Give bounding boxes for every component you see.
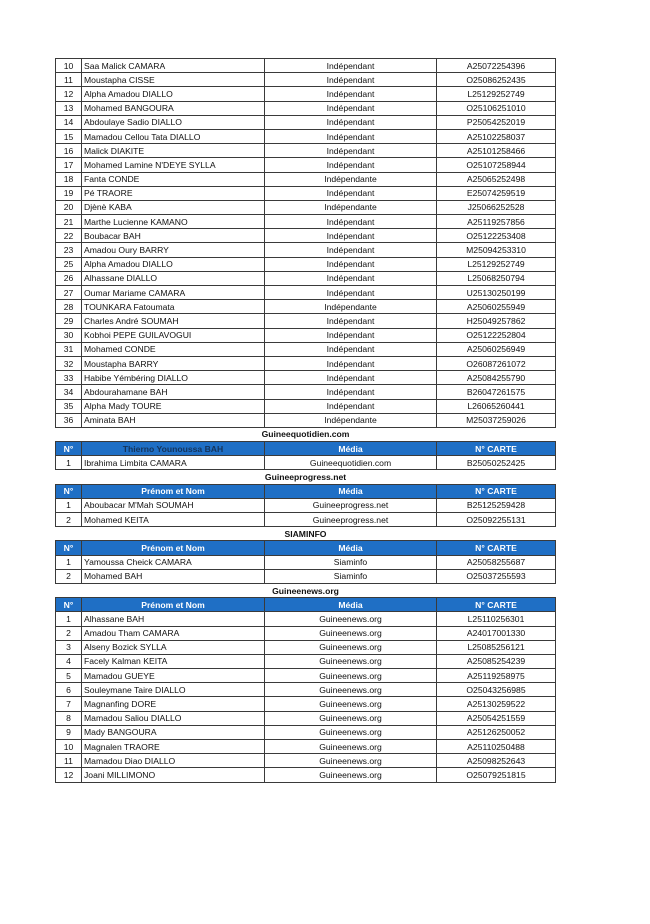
full-name: Ibrahima Limbita CAMARA (82, 456, 265, 470)
full-name: Amadou Tham CAMARA (82, 626, 265, 640)
card-number: O25122253408 (437, 229, 556, 243)
card-number: M25037259026 (437, 413, 556, 427)
media-name: Guineenews.org (265, 612, 437, 626)
media-name: Indépendant (265, 286, 437, 300)
table-row (56, 300, 556, 314)
row-number: 28 (56, 300, 82, 314)
table-row (56, 342, 556, 356)
table-row (56, 87, 556, 101)
row-number: 6 (56, 683, 82, 697)
card-number: L25129252749 (437, 87, 556, 101)
full-name: Abdoulaye Sadio DIALLO (82, 115, 265, 129)
media-name: Guineequotidien.com (265, 456, 437, 470)
media-name: Indépendant (265, 129, 437, 143)
row-number: 10 (56, 59, 82, 73)
table-row (56, 626, 556, 640)
table-row (56, 186, 556, 200)
card-number: B25050252425 (437, 456, 556, 470)
card-number: U25130250199 (437, 286, 556, 300)
row-number: 12 (56, 768, 82, 782)
table-row (56, 555, 556, 569)
section-title-row (56, 527, 556, 541)
media-name: Indépendant (265, 371, 437, 385)
full-name: Mohamed CONDE (82, 342, 265, 356)
media-name: Indépendant (265, 59, 437, 73)
full-name: Mohamed BAH (82, 569, 265, 583)
card-number: A25098252643 (437, 754, 556, 768)
row-number: 23 (56, 243, 82, 257)
header-number: N° (56, 484, 82, 498)
row-number: 2 (56, 626, 82, 640)
table-row (56, 115, 556, 129)
full-name: Aminata BAH (82, 413, 265, 427)
card-number: A24017001330 (437, 626, 556, 640)
table-row (56, 101, 556, 115)
table-row (56, 158, 556, 172)
media-name: Indépendante (265, 413, 437, 427)
media-name: Indépendant (265, 215, 437, 229)
full-name: Moustapha BARRY (82, 356, 265, 370)
media-name: Indépendant (265, 144, 437, 158)
card-number: O25086252435 (437, 73, 556, 87)
card-number: P25054252019 (437, 115, 556, 129)
table-row (56, 413, 556, 427)
card-number: O26087261072 (437, 356, 556, 370)
row-number: 11 (56, 754, 82, 768)
row-number: 11 (56, 73, 82, 87)
accreditation-table (55, 58, 556, 783)
table-row (56, 229, 556, 243)
row-number: 13 (56, 101, 82, 115)
table-row (56, 271, 556, 285)
table-row (56, 683, 556, 697)
media-name: Guineenews.org (265, 725, 437, 739)
full-name: Saa Malick CAMARA (82, 59, 265, 73)
row-number: 1 (56, 456, 82, 470)
card-number: L26065260441 (437, 399, 556, 413)
row-number: 30 (56, 328, 82, 342)
full-name: Oumar Mariame CAMARA (82, 286, 265, 300)
media-name: Guineenews.org (265, 669, 437, 683)
header-number: N° (56, 598, 82, 612)
row-number: 15 (56, 129, 82, 143)
card-number: O25037255593 (437, 569, 556, 583)
media-name: Indépendant (265, 342, 437, 356)
card-number: M25094253310 (437, 243, 556, 257)
full-name: Magnanfing DORE (82, 697, 265, 711)
table-row (56, 711, 556, 725)
media-name: Guineenews.org (265, 697, 437, 711)
card-number: L25110256301 (437, 612, 556, 626)
table-row (56, 669, 556, 683)
card-number: A25060255949 (437, 300, 556, 314)
table-row (56, 697, 556, 711)
section-title-row (56, 583, 556, 597)
full-name: Yamoussa Cheick CAMARA (82, 555, 265, 569)
media-name: Guineenews.org (265, 654, 437, 668)
header-media: Média (265, 541, 437, 555)
media-name: Indépendant (265, 73, 437, 87)
media-name: Indépendant (265, 115, 437, 129)
full-name: Alpha Mady TOURE (82, 399, 265, 413)
table-row (56, 456, 556, 470)
header-card: N° CARTE (437, 442, 556, 456)
full-name: Alhassane BAH (82, 612, 265, 626)
card-number: L25129252749 (437, 257, 556, 271)
card-number: O25092255131 (437, 513, 556, 527)
table-row (56, 498, 556, 512)
row-number: 19 (56, 186, 82, 200)
media-name: Guineenews.org (265, 626, 437, 640)
row-number: 1 (56, 498, 82, 512)
media-name: Guineenews.org (265, 754, 437, 768)
full-name: Marthe Lucienne KAMANO (82, 215, 265, 229)
row-number: 2 (56, 513, 82, 527)
table-row (56, 356, 556, 370)
full-name: Magnalen TRAORE (82, 740, 265, 754)
row-number: 18 (56, 172, 82, 186)
row-number: 9 (56, 725, 82, 739)
table-row (56, 172, 556, 186)
card-number: A25054251559 (437, 711, 556, 725)
full-name: Souleymane Taire DIALLO (82, 683, 265, 697)
full-name: Malick DIAKITE (82, 144, 265, 158)
card-number: L25068250794 (437, 271, 556, 285)
section-title: Guineeprogress.net (264, 472, 347, 483)
section-title-row (56, 427, 556, 441)
card-number: J25066252528 (437, 200, 556, 214)
card-number: O25122252804 (437, 328, 556, 342)
full-name: Fanta CONDE (82, 172, 265, 186)
section-title: Guineequotidien.com (261, 429, 350, 440)
row-number: 29 (56, 314, 82, 328)
media-name: Indépendant (265, 186, 437, 200)
header-name: Thierno Younoussa BAH (82, 442, 265, 456)
table-row (56, 754, 556, 768)
table-row (56, 385, 556, 399)
table-row (56, 129, 556, 143)
full-name: Boubacar BAH (82, 229, 265, 243)
header-media: Média (265, 484, 437, 498)
table-row (56, 328, 556, 342)
row-number: 22 (56, 229, 82, 243)
row-number: 21 (56, 215, 82, 229)
card-number: A25119258975 (437, 669, 556, 683)
card-number: L25085256121 (437, 640, 556, 654)
full-name: Habibe Yémbéring DIALLO (82, 371, 265, 385)
media-name: Indépendant (265, 257, 437, 271)
full-name: Mohamed BANGOURA (82, 101, 265, 115)
table-row (56, 513, 556, 527)
card-number: O25106251010 (437, 101, 556, 115)
row-number: 26 (56, 271, 82, 285)
media-name: Indépendante (265, 300, 437, 314)
full-name: Amadou Oury BARRY (82, 243, 265, 257)
row-number: 31 (56, 342, 82, 356)
card-number: A25102258037 (437, 129, 556, 143)
media-name: Guineeprogress.net (265, 513, 437, 527)
full-name: Aboubacar M'Mah SOUMAH (82, 498, 265, 512)
media-name: Siaminfo (265, 555, 437, 569)
table-header-row (56, 484, 556, 498)
row-number: 10 (56, 740, 82, 754)
media-name: Indépendant (265, 385, 437, 399)
table-row (56, 243, 556, 257)
full-name: Mamadou Diao DIALLO (82, 754, 265, 768)
card-number: A25101258466 (437, 144, 556, 158)
media-name: Indépendante (265, 200, 437, 214)
row-number: 36 (56, 413, 82, 427)
card-number: A25084255790 (437, 371, 556, 385)
table-row (56, 612, 556, 626)
header-card: N° CARTE (437, 541, 556, 555)
row-number: 16 (56, 144, 82, 158)
row-number: 1 (56, 612, 82, 626)
row-number: 33 (56, 371, 82, 385)
header-card: N° CARTE (437, 598, 556, 612)
full-name: Pé TRAORE (82, 186, 265, 200)
table-row (56, 144, 556, 158)
table-row (56, 257, 556, 271)
table-row (56, 59, 556, 73)
media-name: Guineenews.org (265, 768, 437, 782)
full-name: Alseny Bozick SYLLA (82, 640, 265, 654)
table-header-row (56, 598, 556, 612)
full-name: TOUNKARA Fatoumata (82, 300, 265, 314)
header-name: Prénom et Nom (82, 541, 265, 555)
media-name: Siaminfo (265, 569, 437, 583)
table-row (56, 640, 556, 654)
full-name: Mamadou Cellou Tata DIALLO (82, 129, 265, 143)
card-number: B25125259428 (437, 498, 556, 512)
media-name: Indépendant (265, 229, 437, 243)
row-number: 1 (56, 555, 82, 569)
full-name: Alpha Amadou DIALLO (82, 87, 265, 101)
header-number: N° (56, 541, 82, 555)
table-row (56, 725, 556, 739)
media-name: Indépendant (265, 314, 437, 328)
full-name: Charles André SOUMAH (82, 314, 265, 328)
media-name: Indépendant (265, 399, 437, 413)
table-row (56, 399, 556, 413)
table-row (56, 200, 556, 214)
accreditation-table-body (56, 59, 556, 783)
header-media: Média (265, 598, 437, 612)
table-row (56, 654, 556, 668)
row-number: 2 (56, 569, 82, 583)
media-name: Indépendant (265, 158, 437, 172)
full-name: Mamadou GUEYE (82, 669, 265, 683)
media-name: Guineenews.org (265, 683, 437, 697)
row-number: 8 (56, 711, 82, 725)
header-name: Prénom et Nom (82, 598, 265, 612)
table-row (56, 73, 556, 87)
row-number: 4 (56, 654, 82, 668)
full-name: Facely Kalman KEITA (82, 654, 265, 668)
table-row (56, 286, 556, 300)
section-title: SIAMINFO (284, 528, 327, 539)
full-name: Alpha Amadou DIALLO (82, 257, 265, 271)
row-number: 25 (56, 257, 82, 271)
card-number: O25043256985 (437, 683, 556, 697)
row-number: 34 (56, 385, 82, 399)
row-number: 3 (56, 640, 82, 654)
media-name: Guineenews.org (265, 740, 437, 754)
card-number: H25049257862 (437, 314, 556, 328)
card-number: A25072254396 (437, 59, 556, 73)
card-number: E25074259519 (437, 186, 556, 200)
card-number: A25085254239 (437, 654, 556, 668)
header-name: Prénom et Nom (82, 484, 265, 498)
media-name: Indépendant (265, 356, 437, 370)
full-name: Joani MILLIMONO (82, 768, 265, 782)
full-name: Mamadou Saliou DIALLO (82, 711, 265, 725)
media-name: Indépendant (265, 243, 437, 257)
full-name: Moustapha CISSE (82, 73, 265, 87)
card-number: A25065252498 (437, 172, 556, 186)
header-number: N° (56, 442, 82, 456)
row-number: 32 (56, 356, 82, 370)
row-number: 5 (56, 669, 82, 683)
card-number: B26047261575 (437, 385, 556, 399)
card-number: A25119257856 (437, 215, 556, 229)
row-number: 12 (56, 87, 82, 101)
row-number: 27 (56, 286, 82, 300)
card-number: A25130259522 (437, 697, 556, 711)
full-name: Djènè KABA (82, 200, 265, 214)
media-name: Guineenews.org (265, 711, 437, 725)
table-header-row (56, 541, 556, 555)
media-name: Guineeprogress.net (265, 498, 437, 512)
full-name: Abdourahamane BAH (82, 385, 265, 399)
header-card: N° CARTE (437, 484, 556, 498)
media-name: Indépendant (265, 271, 437, 285)
table-header-row (56, 442, 556, 456)
row-number: 35 (56, 399, 82, 413)
full-name: Alhassane DIALLO (82, 271, 265, 285)
section-title: Guineenews.org (272, 585, 339, 596)
table-row (56, 569, 556, 583)
media-name: Indépendante (265, 172, 437, 186)
header-media: Média (265, 442, 437, 456)
full-name: Mohamed Lamine N'DEYE SYLLA (82, 158, 265, 172)
media-name: Indépendant (265, 328, 437, 342)
table-row (56, 314, 556, 328)
row-number: 17 (56, 158, 82, 172)
row-number: 7 (56, 697, 82, 711)
section-title-row (56, 470, 556, 484)
media-name: Indépendant (265, 101, 437, 115)
table-row (56, 768, 556, 782)
row-number: 14 (56, 115, 82, 129)
media-name: Guineenews.org (265, 640, 437, 654)
card-number: A25060256949 (437, 342, 556, 356)
card-number: A25126250052 (437, 725, 556, 739)
full-name: Mohamed KEITA (82, 513, 265, 527)
card-number: A25058255687 (437, 555, 556, 569)
table-row (56, 371, 556, 385)
card-number: O25107258944 (437, 158, 556, 172)
media-name: Indépendant (265, 87, 437, 101)
full-name: Mady BANGOURA (82, 725, 265, 739)
table-row (56, 740, 556, 754)
row-number: 20 (56, 200, 82, 214)
table-row (56, 215, 556, 229)
card-number: O25079251815 (437, 768, 556, 782)
card-number: A25110250488 (437, 740, 556, 754)
full-name: Kobhoi PEPE GUILAVOGUI (82, 328, 265, 342)
